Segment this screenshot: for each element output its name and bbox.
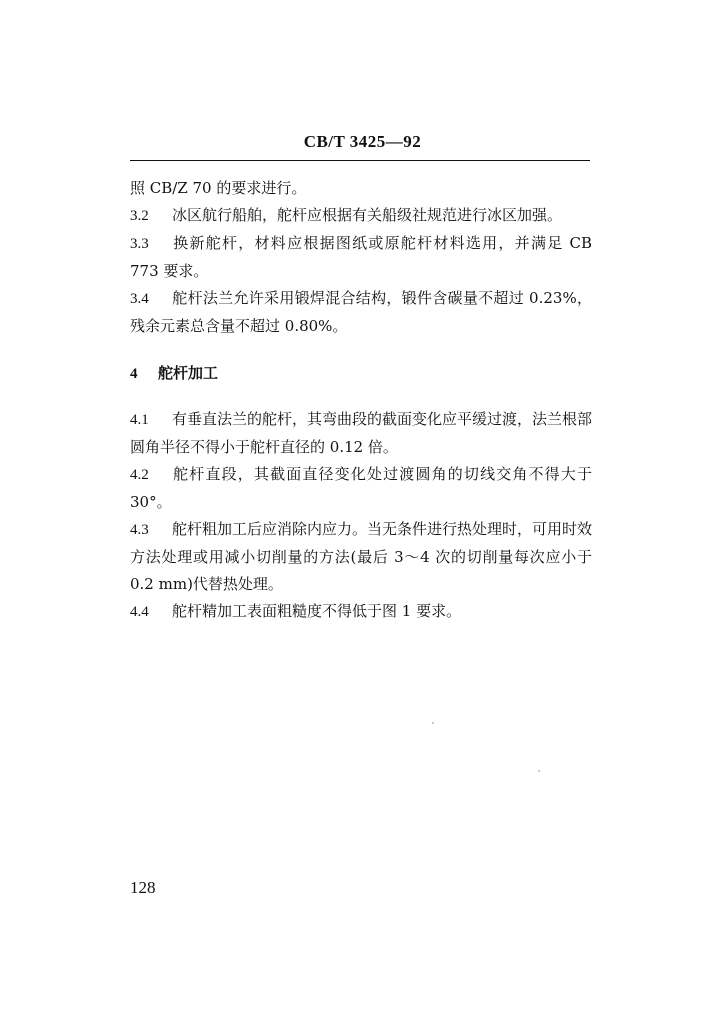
clause-number: 3.2	[130, 208, 149, 224]
clause-text: 舵杆直段，其截面直径变化处过渡圆角的切线交角不得大于 30°。	[130, 465, 592, 511]
section-title: 舵杆加工	[158, 364, 219, 382]
clause-number: 4.4	[130, 604, 149, 620]
clause-text: 换新舵杆，材料应根据图纸或原舵杆材料选用，并满足 CB 773 要求。	[130, 234, 592, 280]
clause-number: 3.3	[130, 236, 149, 252]
clause-4-3	[130, 516, 592, 598]
document-body	[130, 175, 592, 626]
clause-number: 4.3	[130, 522, 149, 538]
scan-speck	[432, 722, 434, 724]
paragraph-continuation	[130, 175, 592, 202]
clause-3-4	[130, 285, 592, 340]
clause-4-4	[130, 598, 592, 626]
clause-number: 4.2	[130, 467, 149, 483]
page-number: 128	[130, 878, 156, 897]
paragraph-text: 照 CB/Z 70 的要求进行。	[130, 179, 307, 197]
clause-number: 4.1	[130, 412, 149, 428]
clause-text: 舵杆法兰允许采用锻焊混合结构，锻件含碳量不超过 0.23%，残余元素总含量不超过 0.80%。	[130, 289, 592, 335]
clause-text: 舵杆精加工表面粗糙度不得低于图 1 要求。	[172, 602, 462, 620]
clause-3-3	[130, 230, 592, 285]
section-number: 4	[130, 366, 138, 382]
clause-text: 冰区航行船舶，舵杆应根据有关船级社规范进行冰区加强。	[172, 206, 563, 224]
clause-number: 3.4	[130, 291, 149, 307]
clause-text: 舵杆粗加工后应消除内应力。当无条件进行热处理时，可用时效方法处理或用减小切削量的方法(最后 3～4 次的切削量每次应小于 0.2 mm)代替热处理。	[130, 520, 593, 593]
clause-4-2	[130, 461, 592, 516]
clause-text: 有垂直法兰的舵杆，其弯曲段的截面变化应平缓过渡，法兰根部圆角半径不得小于舵杆直径的 0.12 倍。	[130, 410, 593, 456]
clause-4-1	[130, 406, 592, 461]
clause-3-2	[130, 202, 592, 230]
scan-speck	[538, 770, 540, 772]
standard-code-header: CB/T 3425—92	[303, 132, 422, 151]
header-rule	[130, 160, 590, 161]
section-heading	[130, 360, 592, 388]
